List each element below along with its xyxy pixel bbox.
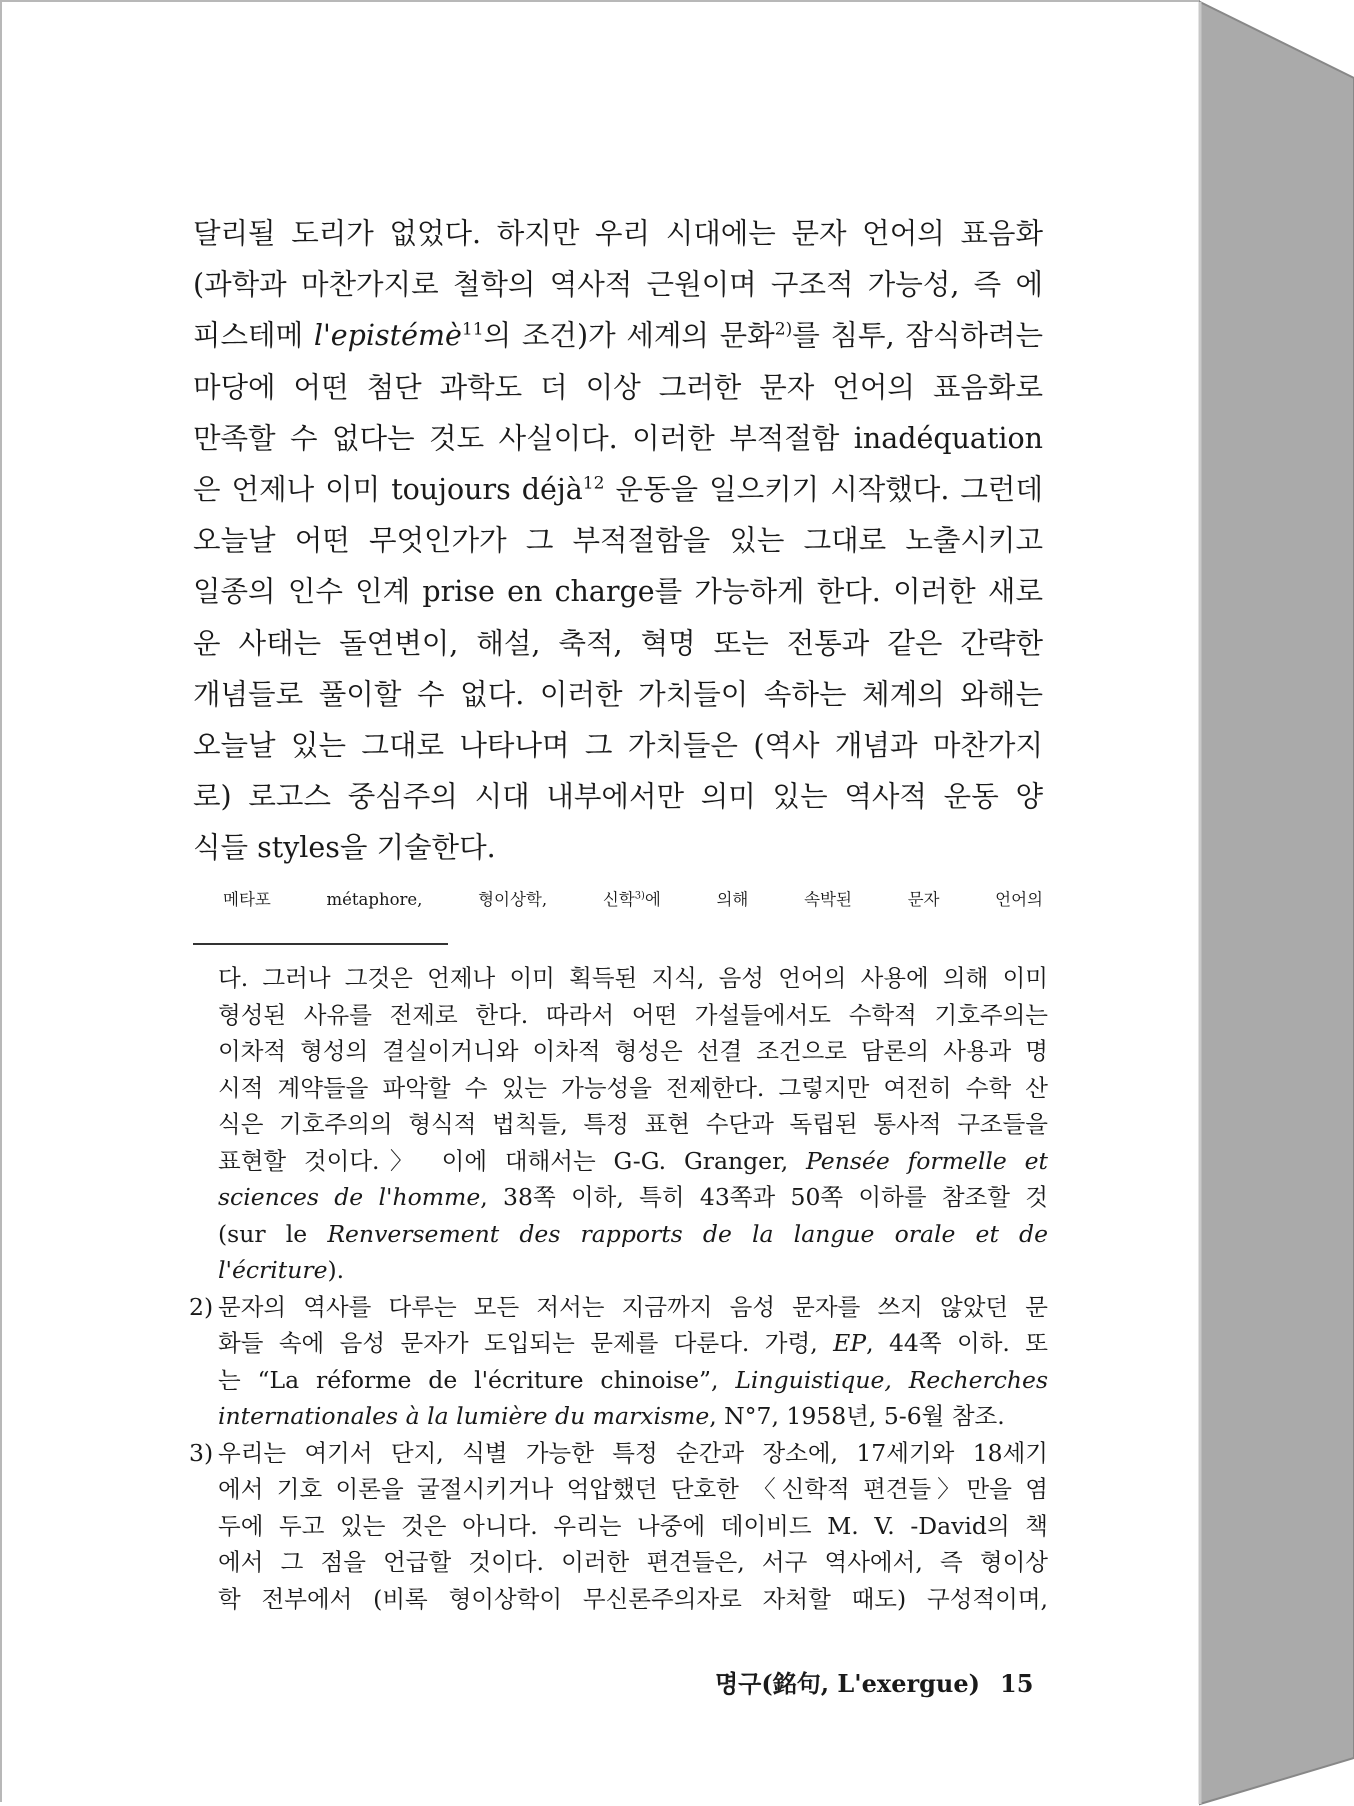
footnote-line: 두에 두고 있는 것은 아니다. 우리는 나중에 데이비드 M. V. -David의 책 [218,1511,1048,1540]
body-line: 일종의 인수 인계 prise en charge를 가능하게 한다. 이러한 새로 [193,575,1043,609]
footnote-line: 시적 계약들을 파악할 수 있는 가능성을 전제한다. 그렇지만 여전히 수학 산 [218,1073,1048,1102]
footnote-line: 는 “La réforme de l'écriture chinoise”, Linguistique, Recherches [218,1365,1048,1394]
page-side-shadow [1200,2,1354,1804]
footnote-line: 식은 기호주의의 형식적 법칙들, 특정 표현 수단과 독립된 통사적 구조들을 [218,1110,1048,1138]
body-line: 오늘날 있는 그대로 나타나며 그 가치들은 (역사 개념과 마찬가지 [193,729,1043,763]
body-line: 오늘날 어떤 무엇인가가 그 부적절함을 있는 그대로 노출시키고 [193,524,1043,558]
footnotes [189,960,1048,1617]
footnote-ref: 12 [582,473,605,494]
footnote-line: sciences de l'homme, 38쪽 이하, 특히 43쪽과 50쪽 이하를 참조할 것 [218,1183,1048,1211]
body-line: (과학과 마찬가지로 철학의 역사적 근원이며 구조적 가능성, 즉 에 [193,268,1043,302]
body-line: 달리될 도리가 없었다. 하지만 우리 시대에는 문자 언어의 표음화 [193,217,1043,250]
italic-term: l'epistémè [313,319,462,353]
body-line: 메타포 métaphore, 형이상학, 신학$^{3)}$에 의해 속박된 문자 언어의 [223,889,1043,909]
footnote-line: 에서 그 점을 언급할 것이다. 이러한 편견들은, 서구 역사에서, 즉 형이상 [218,1548,1048,1576]
footnote-line: l'écriture). [218,1256,345,1284]
footnote-line: 화들 속에 음성 문자가 도입되는 문제를 다룬다. 가령, EP, 44쪽 이하. 또 [218,1329,1048,1357]
footnote-number: 2) [189,1292,214,1321]
footnote-ref: 2) [774,319,793,340]
body-line: 로) 로고스 중심주의 시대 내부에서만 의미 있는 역사적 운동 양 [193,780,1043,814]
footnote-ref: 11 [461,319,484,340]
footnote-line: 이차적 형성의 결실이거니와 이차적 형성은 선결 조건으로 담론의 사용과 명 [218,1037,1048,1065]
body-line: 운 사태는 돌연변이, 해설, 축적, 혁명 또는 전통과 같은 간략한 [193,626,1043,660]
body-line: 피스테메 l'epistémè$^{11}$의 조건)가 세계의 문화$^{2)}$를 침투, 잠식하려는 [193,319,1043,353]
body-line: 마당에 어떤 첨단 과학도 더 이상 그러한 문자 언어의 표음화로 [193,370,1043,404]
footnote-line: internationales à la lumière du marxisme, N°7, 1958년, 5-6월 참조. [218,1402,1005,1430]
body-text [193,208,1043,925]
footnote-line: 표현할 것이다.〉 이에 대해서는 G-G. Granger, Pensée formelle et [218,1146,1048,1175]
page-footer [715,1664,1035,1699]
footnote-3: 3) 우리는 여기서 단지, 식별 가능한 특정 순간과 장소에, 17세기와 18세기 [218,1435,1048,1472]
footnote-line: 학 전부에서 (비록 형이상학이 무신론주의자로 자처할 때도) 구성적이며, [218,1584,1048,1613]
footnote-number: 3) [189,1438,214,1467]
body-line: 은 언제나 이미 toujours déjà$^{12}$ 운동을 일으키기 시작했다. 그런데 [193,473,1043,507]
body-line: 식들 styles을 기술한다. [193,831,496,865]
footnote-line: (sur le Renversement des rapports de la langue orale et de [218,1219,1048,1248]
body-line: 개념들로 풀이할 수 없다. 이러한 가치들이 속하는 체계의 와해는 [193,677,1043,711]
body-line: 만족할 수 없다는 것도 사실이다. 이러한 부적절함 inadéquation [193,421,1043,455]
footnote-ref: 3) [634,890,645,902]
footnote-rule [193,943,448,945]
footnote-line: 다. 그러나 그것은 언제나 이미 획득된 지식, 음성 언어의 사용에 의해 이미 [218,964,1048,992]
footnote-2: 2) 문자의 역사를 다루는 모든 저서는 지금까지 음성 문자를 쓰지 않았던 문 [218,1289,1048,1326]
footnote-line: 형성된 사유를 전제로 한다. 따라서 어떤 가설들에서도 수학적 기호주의는 [218,1000,1048,1029]
running-head: 명구(銘句, L'exergue) [715,1669,981,1698]
footnote-line: 에서 기호 이론을 굴절시키거나 억압했던 단호한 〈신학적 편견들〉만을 염 [218,1475,1048,1503]
page-number: 15 [1000,1669,1034,1698]
